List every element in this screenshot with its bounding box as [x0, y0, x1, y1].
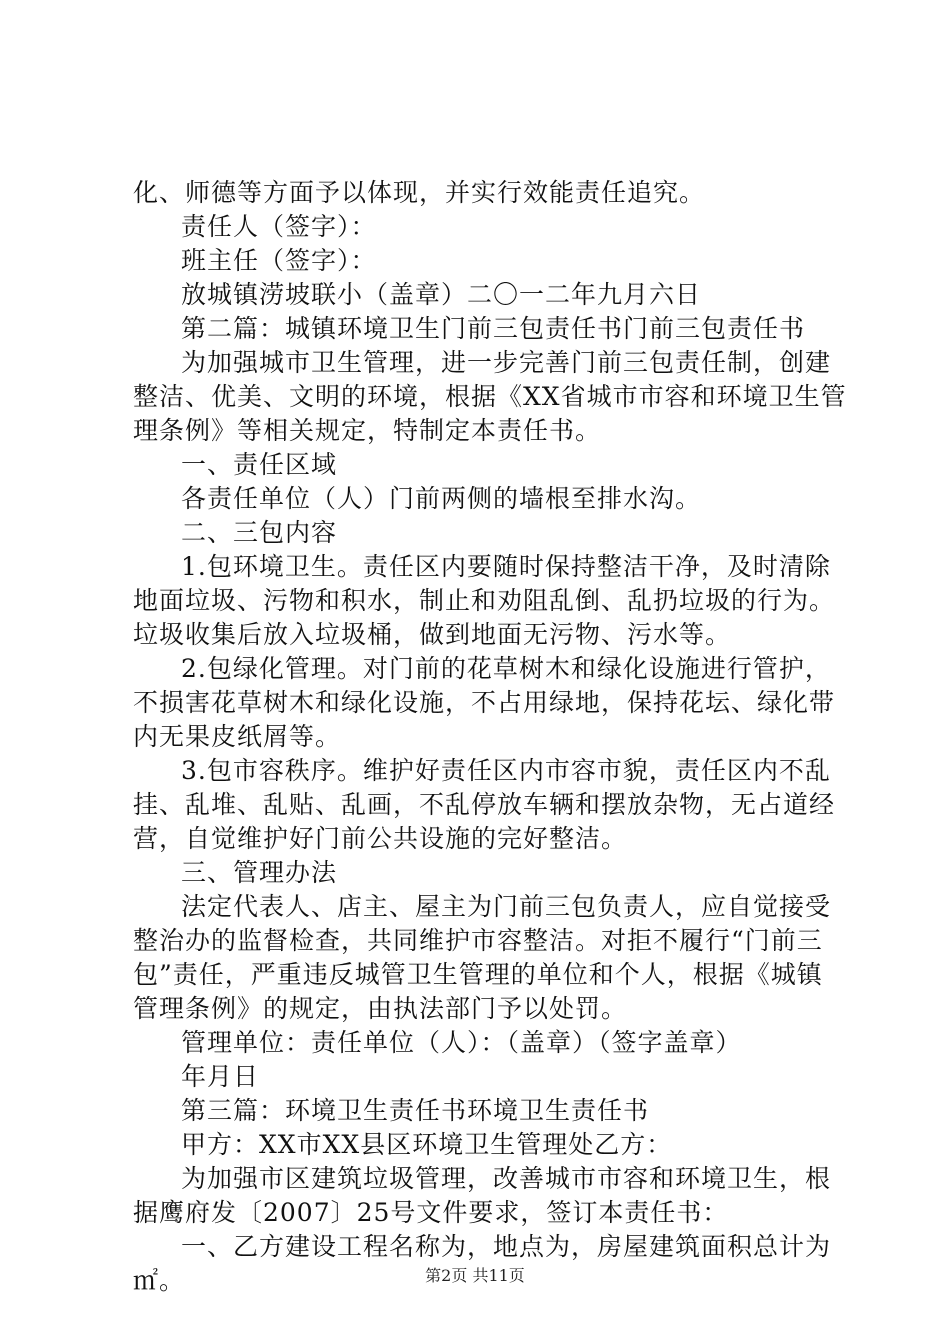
paragraph-line: 不损害花草树木和绿化设施，不占用绿地，保持花坛、绿化带: [133, 688, 836, 717]
section-title: 第三篇：环境卫生责任书环境卫生责任书: [181, 1096, 650, 1125]
section-heading: 二、三包内容: [181, 518, 338, 547]
paragraph-line: 各责任单位（人）门前两侧的墙根至排水沟。: [181, 484, 702, 513]
signature-line: 班主任（签字）：: [181, 246, 377, 275]
seal-date-line: 放城镇涝坡联小（盖章）二〇一二年九月六日: [181, 280, 702, 309]
document-body: [133, 176, 847, 1298]
paragraph-line: 内无果皮纸屑等。: [133, 722, 342, 751]
paragraph-line: 为加强城市卫生管理，进一步完善门前三包责任制，创建: [181, 348, 832, 377]
party-line: 甲方：XX市XX县区环境卫生管理处乙方：: [181, 1130, 673, 1159]
paragraph-line: 管理条例》的规定，由执法部门予以处罚。: [133, 994, 628, 1023]
paragraph-line: 化、师德等方面予以体现，并实行效能责任追究。: [133, 178, 706, 207]
signature-line: 管理单位：责任单位（人）：（盖章）（签字盖章）: [181, 1028, 742, 1057]
paragraph-line: 理条例》等相关规定，特制定本责任书。: [133, 416, 602, 445]
paragraph-line: 垃圾收集后放入垃圾桶，做到地面无污物、污水等。: [133, 620, 732, 649]
paragraph-line: 为加强市区建筑垃圾管理，改善城市市容和环境卫生，根: [181, 1164, 832, 1193]
paragraph-line: 据鹰府发〔2007〕25号文件要求，签订本责任书：: [133, 1198, 729, 1227]
paragraph-line: 整治办的监督检查，共同维护市容整洁。对拒不履行“门前三: [133, 926, 823, 955]
paragraph-line: 地面垃圾、污物和积水，制止和劝阻乱倒、乱扔垃圾的行为。: [133, 586, 836, 615]
section-heading: 三、管理办法: [181, 858, 338, 887]
paragraph-line: 2.包绿化管理。对门前的花草树木和绿化设施进行管护，: [181, 654, 831, 683]
signature-line: 责任人（签字）：: [181, 212, 377, 241]
page-number-footer: 第2页 共11页: [425, 1266, 525, 1285]
paragraph-line: 挂、乱堆、乱贴、乱画，不乱停放车辆和摆放杂物，无占道经: [133, 790, 836, 819]
section-heading: 一、责任区域: [181, 450, 338, 479]
paragraph-line: 1.包环境卫生。责任区内要随时保持整洁干净，及时清除: [181, 552, 831, 581]
paragraph-line: ㎡。: [133, 1266, 186, 1295]
paragraph-line: 3.包市容秩序。维护好责任区内市容市貌，责任区内不乱: [181, 756, 831, 785]
date-line: 年月日: [181, 1062, 260, 1091]
paragraph-line: 包”责任，严重违反城管卫生管理的单位和个人，根据《城镇: [133, 960, 823, 989]
paragraph-line: 整洁、优美、文明的环境，根据《XX省城市市容和环境卫生管: [133, 382, 847, 411]
section-title: 第二篇：城镇环境卫生门前三包责任书门前三包责任书: [181, 314, 806, 343]
paragraph-line: 营，自觉维护好门前公共设施的完好整洁。: [133, 824, 628, 853]
paragraph-line: 一、乙方建设工程名称为，地点为，房屋建筑面积总计为: [181, 1232, 832, 1261]
paragraph-line: 法定代表人、店主、屋主为门前三包负责人，应自觉接受: [181, 892, 832, 921]
